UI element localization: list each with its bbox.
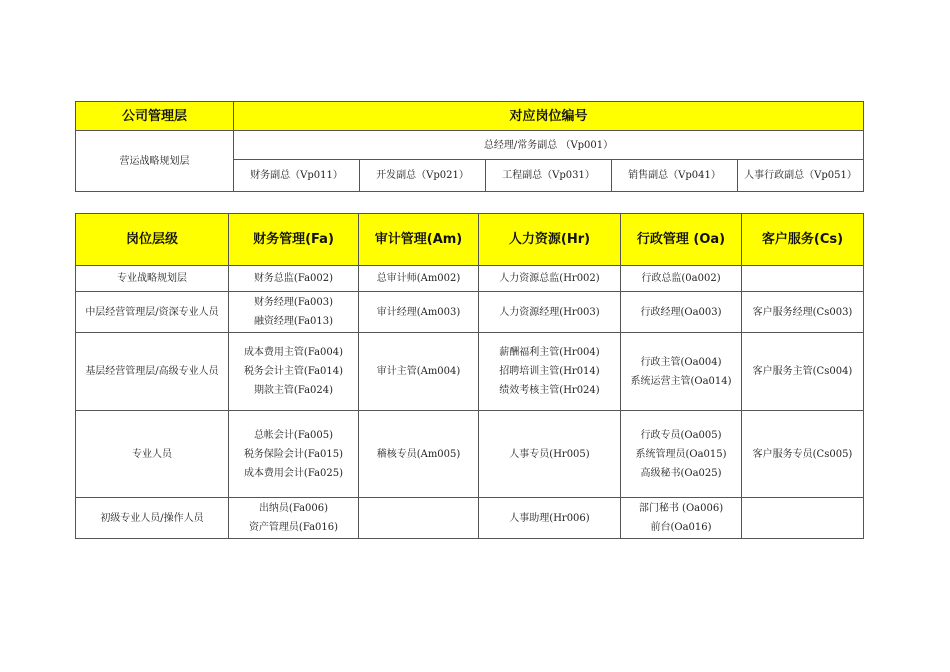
position-title: 人事助理(Hr006) [509,512,590,524]
position-title: 审计经理(Am003) [376,306,461,318]
level-label: 专业人员 [76,411,229,498]
position-title: 系统运营主管(Oa014) [630,375,732,387]
position-title: 期款主管(Fa024) [253,385,334,396]
level-label: 专业战略规划层 [76,266,229,292]
cell-customer-service [742,411,864,498]
table-row [76,498,864,539]
header-audit: 审计管理(Am) [359,214,479,266]
row-label-strategy: 营运战略规划层 [76,131,234,192]
table-row [76,266,864,292]
cell-audit [359,266,479,292]
position-title: 绩效考核主管(Hr024) [499,385,600,396]
cell-audit [359,411,479,498]
cell-finance [229,292,359,333]
position-title: 总审计师(Am002) [376,273,461,284]
position-title: 客户服务经理(Cs003) [752,306,853,318]
cell-hr [479,411,621,498]
position-title: 行政专员(Oa005) [640,429,722,441]
vice-finance: 财务副总（Vp011） [234,160,360,192]
position-title: 财务经理(Fa003) [253,297,334,308]
position-title: 审计主管(Am004) [376,366,461,377]
cell-admin [621,498,742,539]
level-label: 初级专业人员/操作人员 [76,498,229,539]
cell-finance [229,411,359,498]
position-title: 出纳员(Fa006) [258,503,329,514]
cell-admin [621,266,742,292]
position-title: 人力资源总监(Hr002) [499,273,600,284]
position-title: 融资经理(Fa013) [253,316,334,327]
position-title: 薪酬福利主管(Hr004) [499,347,600,358]
cell-finance [229,333,359,411]
cell-hr [479,498,621,539]
vice-engineering: 工程副总（Vp031） [486,160,612,192]
position-title: 高级秘书(Oa025) [640,467,722,479]
cell-finance [229,266,359,292]
executive-table [75,101,864,192]
cell-audit [359,498,479,539]
cell-finance [229,498,359,539]
table-body [76,266,864,539]
position-title: 行政总监(0a002) [641,273,721,284]
position-title: 行政经理(Oa003) [640,306,722,318]
table-row [76,333,864,411]
position-title: 税务会计主管(Fa014) [243,366,344,377]
header-hr: 人力资源(Hr) [479,214,621,266]
position-title: 招聘培训主管(Hr014) [499,366,600,377]
position-title: 系统管理员(Oa015) [635,448,727,460]
position-title: 部门秘书 (Oa006) [638,503,724,514]
position-title: 客户服务主管(Cs004) [752,366,853,377]
position-title: 人事专员(Hr005) [509,448,590,460]
level-label: 基层经营管理层/高级专业人员 [76,333,229,411]
position-title: 财务总监(Fa002) [253,273,334,284]
table-row [76,292,864,333]
header-level: 岗位层级 [76,214,229,266]
position-title: 成本费用主管(Fa004) [243,347,344,358]
position-title: 总帐会计(Fa005) [253,429,334,441]
cell-customer-service [742,266,864,292]
cell-hr [479,266,621,292]
header-position-codes: 对应岗位编号 [234,102,864,131]
position-title: 稽核专员(Am005) [376,448,461,460]
position-title: 人力资源经理(Hr003) [499,306,600,318]
cell-admin [621,333,742,411]
cell-admin [621,411,742,498]
table-row [76,411,864,498]
vice-sales: 销售副总（Vp041） [612,160,738,192]
position-level-table [75,213,864,539]
cell-customer-service [742,498,864,539]
position-title: 客户服务专员(Cs005) [752,448,853,460]
header-customer-service: 客户服务(Cs) [742,214,864,266]
vice-hr-admin: 人事行政副总（Vp051） [738,160,864,192]
cell-hr [479,333,621,411]
cell-hr [479,292,621,333]
cell-audit [359,292,479,333]
header-finance: 财务管理(Fa) [229,214,359,266]
level-label: 中层经营管理层/资深专业人员 [76,292,229,333]
header-admin: 行政管理 (Oa) [621,214,742,266]
header-company-management: 公司管理层 [76,102,234,131]
position-title: 前台(Oa016) [650,522,712,533]
cell-admin [621,292,742,333]
position-title: 资产管理员(Fa016) [248,522,339,533]
cell-customer-service [742,292,864,333]
cell-customer-service [742,333,864,411]
position-title: 税务保险会计(Fa015) [243,448,344,460]
position-title: 成本费用会计(Fa025) [243,467,344,479]
cell-audit [359,333,479,411]
vice-development: 开发副总（Vp021） [360,160,486,192]
position-title: 行政主管(Oa004) [640,356,722,368]
top-position-gm: 总经理/常务副总 （Vp001） [234,131,864,160]
